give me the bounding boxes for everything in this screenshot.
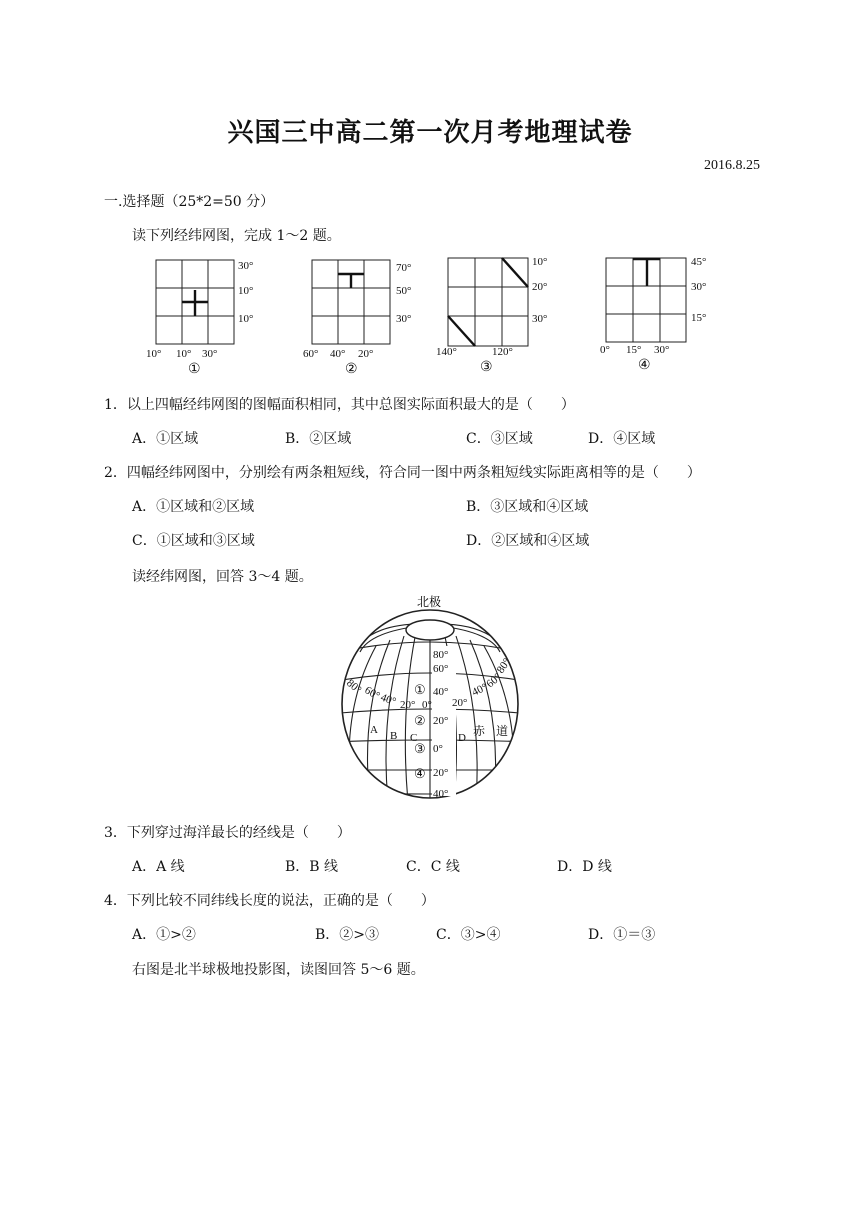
q3-option-d: D．D 线 [557,859,612,875]
grid4-lat-1: 45° [691,256,707,268]
lon-right-60: 60° [484,671,504,691]
intro-q5-6: 右图是北半球极地投影图，读图回答 5～6 题。 [132,962,425,978]
grid2-lon-2: 40° [330,348,346,360]
q4-option-c: C．③>④ [436,927,501,943]
lon-right-80: 80° [494,656,514,676]
lat-60: 60° [433,663,449,675]
globe-diagram [330,592,530,804]
q2-option-d: D．②区域和④区域 [466,533,590,549]
page-title: 兴国三中高二第一次月考地理试卷 [227,118,633,148]
line-a: A [370,724,378,736]
intro-q3-4: 读经纬网图，回答 3～4 题。 [132,569,313,585]
grid2-lat-2: 50° [396,285,412,297]
grid2-label: ② [345,362,358,377]
grid3-lat-2: 20° [532,281,548,293]
grid1-lon-1: 10° [146,348,162,360]
lon-left-80: 80° [344,677,364,697]
grid2-lon-1: 60° [303,348,319,360]
q2-stem: 2．四幅经纬网图中，分别绘有两条粗短线，符合同一图中两条粗短线实际距离相等的是（ ） [104,465,701,481]
lon-right-40: 40° [470,681,490,699]
circled-1: ① [414,682,426,697]
q1-option-a: A．①区域 [132,431,199,447]
grid3-lat-1: 10° [532,256,548,268]
grid1-lat-1: 30° [238,260,254,272]
circled-2: ② [414,713,426,728]
q1-option-c: C．③区域 [466,431,533,447]
line-d: D [458,732,466,744]
q1-stem: 1．以上四幅经纬网图的图幅面积相同，其中总图实际面积最大的是（ ） [104,397,575,413]
lat-s20: 20° [433,767,449,779]
grid1-lon-2: 10° [176,348,192,360]
grid4-lon-2: 15° [626,344,642,356]
grid3-label: ③ [480,360,493,375]
equator-char-2: 道 [496,724,509,738]
q2-option-a: A．①区域和②区域 [132,499,255,515]
lat-80: 80° [433,649,449,661]
q3-stem: 3．下列穿过海洋最长的经线是（ ） [104,825,351,841]
grid1-label: ① [188,362,201,377]
lat-0: 0° [433,743,443,755]
grid1-lat-2: 10° [238,285,254,297]
exam-date: 2016.8.25 [704,158,760,173]
grid2-lon-3: 20° [358,348,374,360]
equator-char-1: 赤 [473,724,486,738]
lon-right-20: 20° [452,697,468,709]
q2-option-b: B．③区域和④区域 [466,499,589,515]
q1-option-b: B．②区域 [285,431,352,447]
grid4-lon-3: 30° [654,344,670,356]
grid3-lon-1: 140° [436,346,457,358]
q4-option-a: A．①>② [132,927,196,943]
grid4-lon-1: 0° [600,344,610,356]
q2-option-c: C．①区域和③区域 [132,533,255,549]
lat-20: 20° [433,715,449,727]
north-pole-label: 北极 [417,595,442,609]
lon-left-60: 60° [362,684,382,703]
circled-4: ④ [414,766,426,781]
q4-stem: 4．下列比较不同纬线长度的说法，正确的是（ ） [104,893,435,909]
grid3-lon-2: 120° [492,346,513,358]
line-c: C [410,732,418,744]
lon-left-0: 0° [422,699,432,711]
lat-40: 40° [433,686,449,698]
q4-option-d: D．①＝③ [588,927,656,943]
grid2-lat-1: 70° [396,262,412,274]
q3-option-b: B．B 线 [285,859,339,875]
intro-q1-2: 读下列经纬网图，完成 1～2 题。 [132,228,341,244]
grid4-label: ④ [638,358,651,373]
grid4-lat-3: 15° [691,312,707,324]
circled-3: ③ [414,741,426,756]
lon-left-20: 20° [400,699,416,711]
q1-option-d: D．④区域 [588,431,656,447]
line-b: B [390,730,398,742]
grid-maps [140,252,720,377]
section-heading: 一.选择题（25*2=50 分） [104,194,275,210]
grid3-lat-3: 30° [532,313,548,325]
grid1-lat-3: 10° [238,313,254,325]
q3-option-c: C．C 线 [406,859,460,875]
grid2-lat-3: 30° [396,313,412,325]
q3-option-a: A．A 线 [132,859,185,875]
lat-s40: 40° [433,788,449,800]
grid1-lon-3: 30° [202,348,218,360]
grid4-lat-2: 30° [691,281,707,293]
lon-left-40: 40° [378,691,398,709]
q4-option-b: B．②>③ [315,927,380,943]
